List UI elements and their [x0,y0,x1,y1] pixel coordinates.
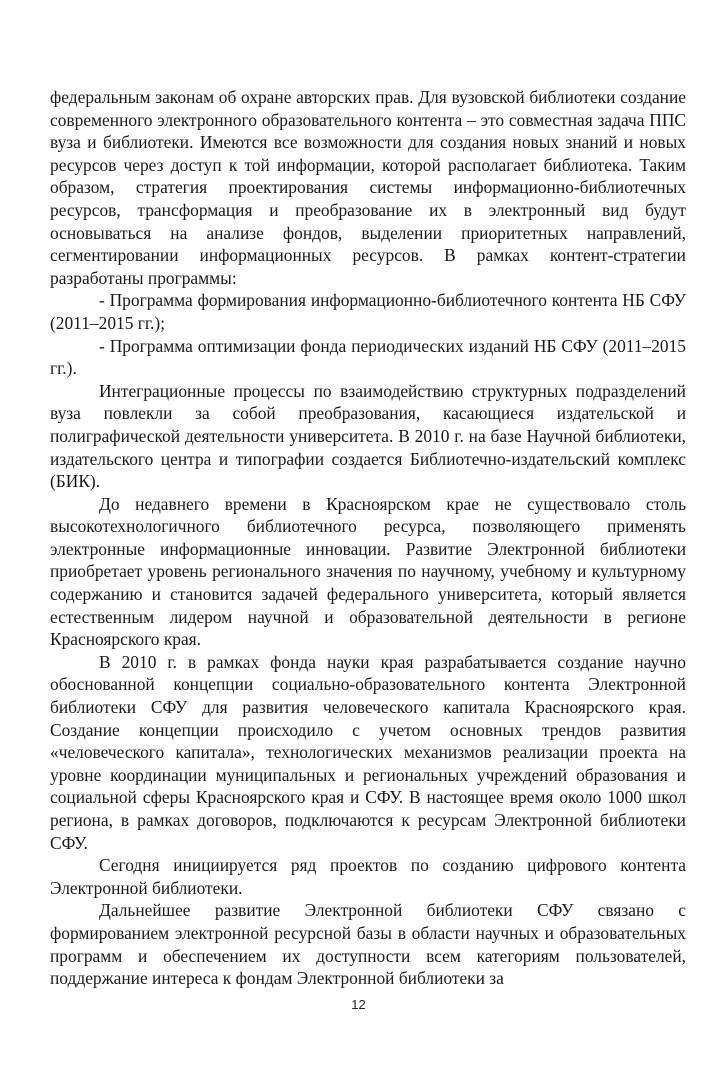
body-text [50,86,686,990]
list-item-program-content: - Программа формирования информационно-библиотечного контента НБ СФУ (2011–2015 гг.); [50,290,686,333]
paragraph-continuation: федеральным законам об охране авторских прав. Для вузовской библиотеки создание современного электронного образовательного контента – это совместная задача ППС вуза и библиотеки. Имеются все возможности для создания новых знаний и новых ресурсов через доступ к той информации, которой располагает библиотека. Таким образом, стратегия проектирования системы информационно-библиотечных ресурсов, трансформация и преобразование их в электронный вид будут основываться на анализе фондов, выделении приоритетных направлений, сегментировании информационных ресурсов. В рамках контент-стратегии разработаны программы: [50,87,686,288]
paragraph-concept-2010: В 2010 г. в рамках фонда науки края разрабатывается создание научно обоснованной концепции социально-образовательного контента Электронной библиотеки СФУ для развития человеческого капитала Красноярского края. Создание концепции происходило с учетом основных трендов развития «человеческого капитала», технологических механизмов реализации проекта на уровне координации муниципальных и региональных учреждений образования и социальной сферы Красноярского края и СФУ. В настоящее время около 1000 школ региона, в рамках договоров, подключаются к ресурсам Электронной библиотеки СФУ. [50,651,686,853]
paragraph-projects: Сегодня инициируется ряд проектов по созданию цифрового контента Электронной библиотеки. [50,855,686,898]
paragraph-integration: Интеграционные процессы по взаимодействию структурных подразделений вуза повлекли за собой преобразования, касающиеся издательской и полиграфической деятельности университета. В 2010 г. на базе Научной библиотеки, издательского центра и типографии создается Библиотечно-издательский комплекс (БИК). [50,380,686,492]
page-number: 12 [351,997,366,1012]
list-item-program-periodicals: - Программа оптимизации фонда периодических изданий НБ СФУ (2011–2015 гг.). [50,335,686,379]
paragraph-krasnoyarsk: До недавнего времени в Красноярском крае не существовало столь высокотехнологичного библиотечного ресурса, позволяющего применять электронные информационные инновации. Развитие Электронной библиотеки приобретает уровень регионального значения по научному, учебному и культурному содержанию и становится задачей федерального университета, который является естественным лидером научной и образовательной деятельности в регионе Красноярского края. [50,493,686,650]
paragraph-further-development: Дальнейшее развитие Электронной библиотеки СФУ связано с формированием электронной ресурсной базы в области научных и образовательных программ и обеспечением их доступности всем категориям пользователей, поддержание интереса к фондам Электронной библиотеки за [50,900,686,989]
